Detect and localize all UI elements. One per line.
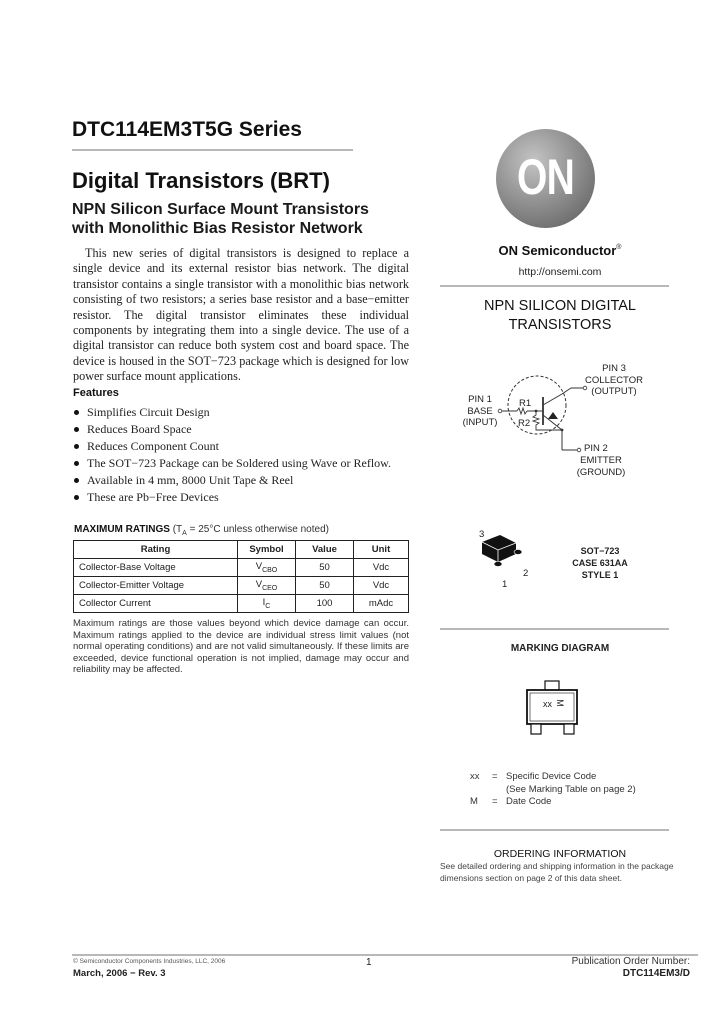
pin2-label-title: PIN 2 — [584, 443, 608, 454]
right-divider-3 — [440, 829, 669, 831]
column-header-rating: Rating — [74, 541, 238, 559]
r1-label: R1 — [519, 398, 532, 409]
feature-item: Available in 4 mm, 8000 Unit Tape & Reel — [73, 472, 391, 489]
symbol-cell: $V_{CEO}$ — [238, 577, 296, 595]
intro-paragraph: This new series of digital transistors is designed to replace a single device and its external resistor bias network. The digital transistor contains a single transistor with a monolithic bias network consisting of two resistors; a series base resistor and a base−emitter resistor. The digital transistor eliminates these individual components by integrating them into a single device. The use of a digital transistor can reduce both system cost and board space. The device is housed in the SOT−723 package which is designed for low power surface mount applications. — [73, 246, 409, 384]
pin2-label: EMITTER (GROUND) — [576, 455, 626, 478]
series-title: DTC114EM3T5G Series — [72, 118, 302, 141]
ordering-info-heading: ORDERING INFORMATION — [493, 848, 627, 860]
ordering-info-text: See detailed ordering and shipping information in the package dimensions section on page 2 of this data sheet. — [440, 861, 674, 883]
value-cell: 50 — [296, 577, 354, 595]
feature-item: Simplifies Circuit Design — [73, 404, 391, 421]
marking-code: xx — [543, 699, 552, 709]
table-header-row — [74, 541, 409, 559]
unit-cell: Vdc — [354, 559, 409, 577]
max-ratings-title: MAXIMUM RATINGS — [74, 524, 170, 535]
feature-item: Reduces Board Space — [73, 421, 391, 438]
feature-item: These are Pb−Free Devices — [73, 489, 391, 506]
table-row — [74, 577, 409, 595]
product-type-title: NPN SILICON DIGITAL TRANSISTORS — [483, 298, 636, 333]
max-ratings-heading: MAXIMUM RATINGS ($T_A = 25^\circ C$ unless otherwise noted) — [74, 524, 329, 537]
table-row — [74, 559, 409, 577]
r2-label: R2 — [518, 418, 531, 429]
package-info: SOT−723 CASE 631AA STYLE 1 — [572, 546, 628, 580]
on-semi-logo-icon — [496, 129, 595, 228]
right-divider-1 — [440, 285, 669, 287]
max-ratings-note: Maximum ratings are those values beyond which device damage can occur. Maximum ratings applied to the device are individual stress limit values (not normal operating conditions) and are not valid simultaneously. If these limits are exceeded, device functional operation is not implied, damage may occur and reliability may be affected. — [73, 618, 409, 676]
subtitle-line-2: with Monolithic Bias Resistor Network — [72, 220, 363, 237]
features-list — [73, 404, 391, 506]
table-row — [74, 595, 409, 613]
page-title: Digital Transistors (BRT) — [72, 168, 330, 193]
column-header-value: Value — [296, 541, 354, 559]
subtitle — [72, 200, 369, 238]
column-header-symbol: Symbol — [238, 541, 296, 559]
value-cell: 100 — [296, 595, 354, 613]
publication-order-number: Publication Order Number: DTC114EM3/D — [571, 956, 690, 979]
unit-cell: Vdc — [354, 577, 409, 595]
rating-cell: Collector-Emitter Voltage — [74, 577, 238, 595]
rating-cell: Collector-Base Voltage — [74, 559, 238, 577]
value-cell: 50 — [296, 559, 354, 577]
footer-date-rev: March, 2006 − Rev. 3 — [73, 968, 166, 979]
package-pin1-label: 1 — [502, 579, 508, 590]
package-pin2-label: 2 — [523, 568, 529, 579]
marking-legend: xx = Specific Device Code (See Marking Table on page 2) M = Date Code — [470, 771, 636, 807]
title-divider — [72, 149, 353, 151]
rating-cell: Collector Current — [74, 595, 238, 613]
brand-name: ON Semiconductor® — [498, 243, 622, 258]
feature-item: Reduces Component Count — [73, 438, 391, 455]
symbol-cell: $V_{CBO}$ — [238, 559, 296, 577]
subtitle-line-1: NPN Silicon Surface Mount Transistors — [72, 201, 369, 218]
pin3-label: PIN 3 COLLECTOR (OUTPUT) — [585, 363, 643, 397]
max-ratings-table — [73, 540, 409, 613]
feature-item: The SOT−723 Package can be Soldered using Wave or Reflow. — [73, 455, 391, 472]
right-divider-2 — [440, 628, 669, 630]
logo-text: ON — [517, 149, 574, 205]
marking-diagram-heading: MARKING DIAGRAM — [510, 643, 610, 654]
footer-copyright: © Semiconductor Components Industries, LLC, 2006 — [73, 958, 226, 965]
column-header-unit: Unit — [354, 541, 409, 559]
pin1-label: PIN 1 BASE (INPUT) — [462, 394, 498, 428]
unit-cell: mAdc — [354, 595, 409, 613]
symbol-cell: $I_C$ — [238, 595, 296, 613]
brand-url-link[interactable]: http://onsemi.com — [518, 266, 602, 278]
marking-date-mark: M — [554, 699, 565, 707]
features-heading: Features — [73, 387, 119, 399]
package-pin3-label: 3 — [479, 529, 485, 540]
page-number: 1 — [366, 957, 372, 968]
